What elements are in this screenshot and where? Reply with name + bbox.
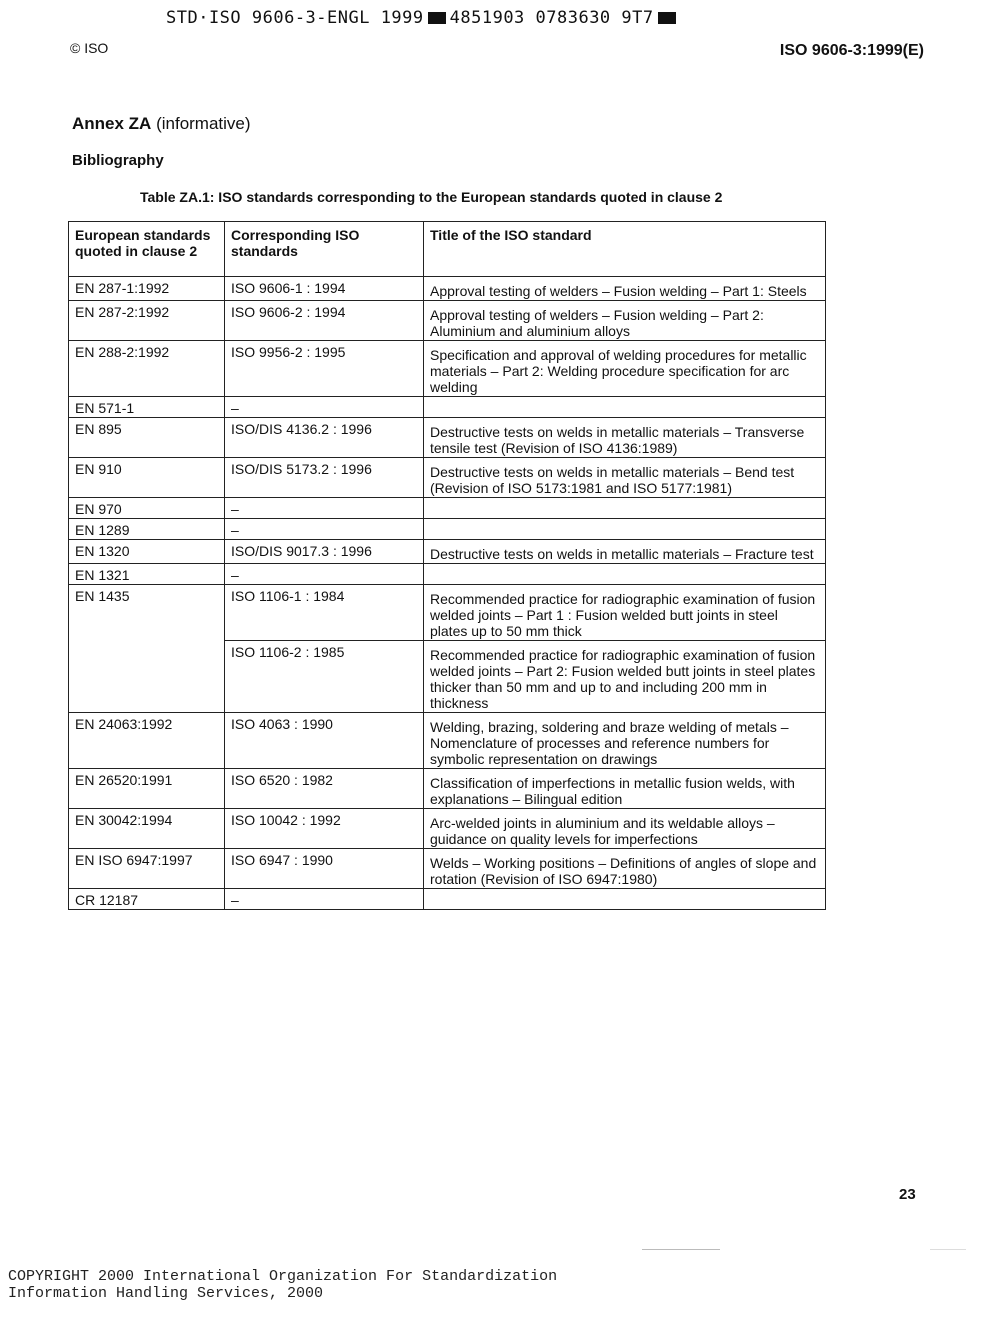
scan-artifact-line (930, 1249, 966, 1250)
cell-iso-standard: – (225, 397, 424, 418)
cell-iso-standard: ISO 9606-1 : 1994 (225, 277, 424, 301)
cell-european-standard: EN ISO 6947:1997 (69, 849, 225, 889)
cell-iso-standard: ISO 10042 : 1992 (225, 809, 424, 849)
table-row (69, 849, 826, 889)
annex-label: Annex ZA (72, 114, 152, 133)
cell-iso-standard: ISO 9956-2 : 1995 (225, 341, 424, 397)
cell-iso-standard: – (225, 564, 424, 585)
cell-iso-standard: ISO/DIS 4136.2 : 1996 (225, 418, 424, 458)
table-caption: Table ZA.1: ISO standards corresponding to the European standards quoted in clause 2 (140, 189, 723, 205)
cell-european-standard: EN 24063:1992 (69, 713, 225, 769)
section-title: Bibliography (72, 152, 164, 169)
cell-european-standard: EN 1321 (69, 564, 225, 585)
cell-european-standard: EN 287-1:1992 (69, 277, 225, 301)
annex-heading (72, 114, 251, 134)
cell-iso-title: Arc-welded joints in aluminium and its weldable alloys – guidance on quality levels for imperfections (424, 809, 826, 849)
cell-european-standard: EN 26520:1991 (69, 769, 225, 809)
copyright-line-1: COPYRIGHT 2000 International Organization For Standardization (8, 1268, 558, 1285)
cell-iso-title: Destructive tests on welds in metallic materials – Fracture test (424, 540, 826, 564)
header-iso-title: Title of the ISO standard (424, 222, 826, 277)
table-row (69, 301, 826, 341)
cell-iso-title: Approval testing of welders – Fusion welding – Part 1: Steels (424, 277, 826, 301)
copyright-line-2: Information Handling Services, 2000 (8, 1285, 324, 1302)
cell-european-standard: EN 1320 (69, 540, 225, 564)
cell-european-standard: EN 288-2:1992 (69, 341, 225, 397)
cell-iso-title: Welds – Working positions – Definitions of angles of slope and rotation (Revision of ISO 6947:1980) (424, 849, 826, 889)
cell-european-standard: EN 910 (69, 458, 225, 498)
cell-iso-standard: ISO 1106-1 : 1984 (225, 585, 424, 641)
cell-iso-title (424, 519, 826, 540)
cell-iso-standard: – (225, 889, 424, 910)
table-row (69, 713, 826, 769)
cell-iso-title (424, 564, 826, 585)
cell-iso-standard: ISO 9606-2 : 1994 (225, 301, 424, 341)
scan-artifact-line (642, 1249, 720, 1250)
cell-iso-standard: – (225, 498, 424, 519)
cell-european-standard: EN 30042:1994 (69, 809, 225, 849)
cell-iso-standard: ISO 6520 : 1982 (225, 769, 424, 809)
cell-european-standard: EN 970 (69, 498, 225, 519)
cell-iso-title (424, 889, 826, 910)
scan-header-code (166, 8, 680, 28)
table-row (69, 498, 826, 519)
cell-iso-standard: ISO 4063 : 1990 (225, 713, 424, 769)
cell-iso-title: Welding, brazing, soldering and braze welding of metals – Nomenclature of processes and reference numbers for symbolic representation on drawings (424, 713, 826, 769)
table-row (69, 519, 826, 540)
cell-iso-title: Recommended practice for radiographic examination of fusion welded joints – Part 1 : Fusion welded butt joints in steel plates up to 50 mm thick (424, 585, 826, 641)
table-row (69, 341, 826, 397)
cell-iso-standard: ISO/DIS 9017.3 : 1996 (225, 540, 424, 564)
cell-iso-title: Destructive tests on welds in metallic materials – Transverse tensile test (Revision of ISO 4136:1989) (424, 418, 826, 458)
cell-european-standard: CR 12187 (69, 889, 225, 910)
scan-block-mark (658, 12, 676, 24)
cell-iso-title: Specification and approval of welding procedures for metallic materials – Part 2: Welding procedure specification for arc welding (424, 341, 826, 397)
cell-iso-title: Destructive tests on welds in metallic materials – Bend test (Revision of ISO 5173:1981 and ISO 5177:1981) (424, 458, 826, 498)
scan-block-mark (428, 12, 446, 24)
cell-iso-standard: ISO 6947 : 1990 (225, 849, 424, 889)
cell-iso-standard: – (225, 519, 424, 540)
cell-iso-title (424, 397, 826, 418)
copyright-mark: © ISO (70, 40, 109, 56)
cell-iso-title: Recommended practice for radiographic examination of fusion welded joints – Part 2: Fusion welded butt joints in steel plates thicker than 50 mm and up to and including 200 mm in thickness (424, 641, 826, 713)
cell-european-standard: EN 287-2:1992 (69, 301, 225, 341)
table-row (69, 418, 826, 458)
table-row (69, 277, 826, 301)
copyright-footer (8, 1268, 557, 1302)
table-row (69, 397, 826, 418)
header-european-standards: European standards quoted in clause 2 (69, 222, 225, 277)
page-number: 23 (899, 1186, 916, 1203)
table-header-row (69, 222, 826, 277)
cell-european-standard: EN 1289 (69, 519, 225, 540)
standards-table (68, 221, 826, 910)
table-row (69, 809, 826, 849)
scan-code-mid: 4851903 0783630 9T7 (449, 8, 654, 28)
table-row (69, 889, 826, 910)
scan-code-left: STD·ISO 9606-3-ENGL 1999 (166, 8, 424, 28)
cell-european-standard: EN 571-1 (69, 397, 225, 418)
table-row (69, 458, 826, 498)
table-row (69, 769, 826, 809)
cell-iso-standard: ISO 1106-2 : 1985 (225, 641, 424, 713)
document-id: ISO 9606-3:1999(E) (779, 42, 924, 59)
header-iso-standards: Corresponding ISO standards (225, 222, 424, 277)
table-row (69, 585, 826, 641)
cell-iso-title (424, 498, 826, 519)
cell-european-standard: EN 1435 (69, 585, 225, 713)
cell-european-standard: EN 895 (69, 418, 225, 458)
cell-iso-standard: ISO/DIS 5173.2 : 1996 (225, 458, 424, 498)
cell-iso-title: Classification of imperfections in metallic fusion welds, with explanations – Bilingual edition (424, 769, 826, 809)
annex-qualifier: (informative) (156, 114, 251, 133)
table-row (69, 564, 826, 585)
cell-iso-title: Approval testing of welders – Fusion welding – Part 2: Aluminium and aluminium alloys (424, 301, 826, 341)
table-row (69, 540, 826, 564)
